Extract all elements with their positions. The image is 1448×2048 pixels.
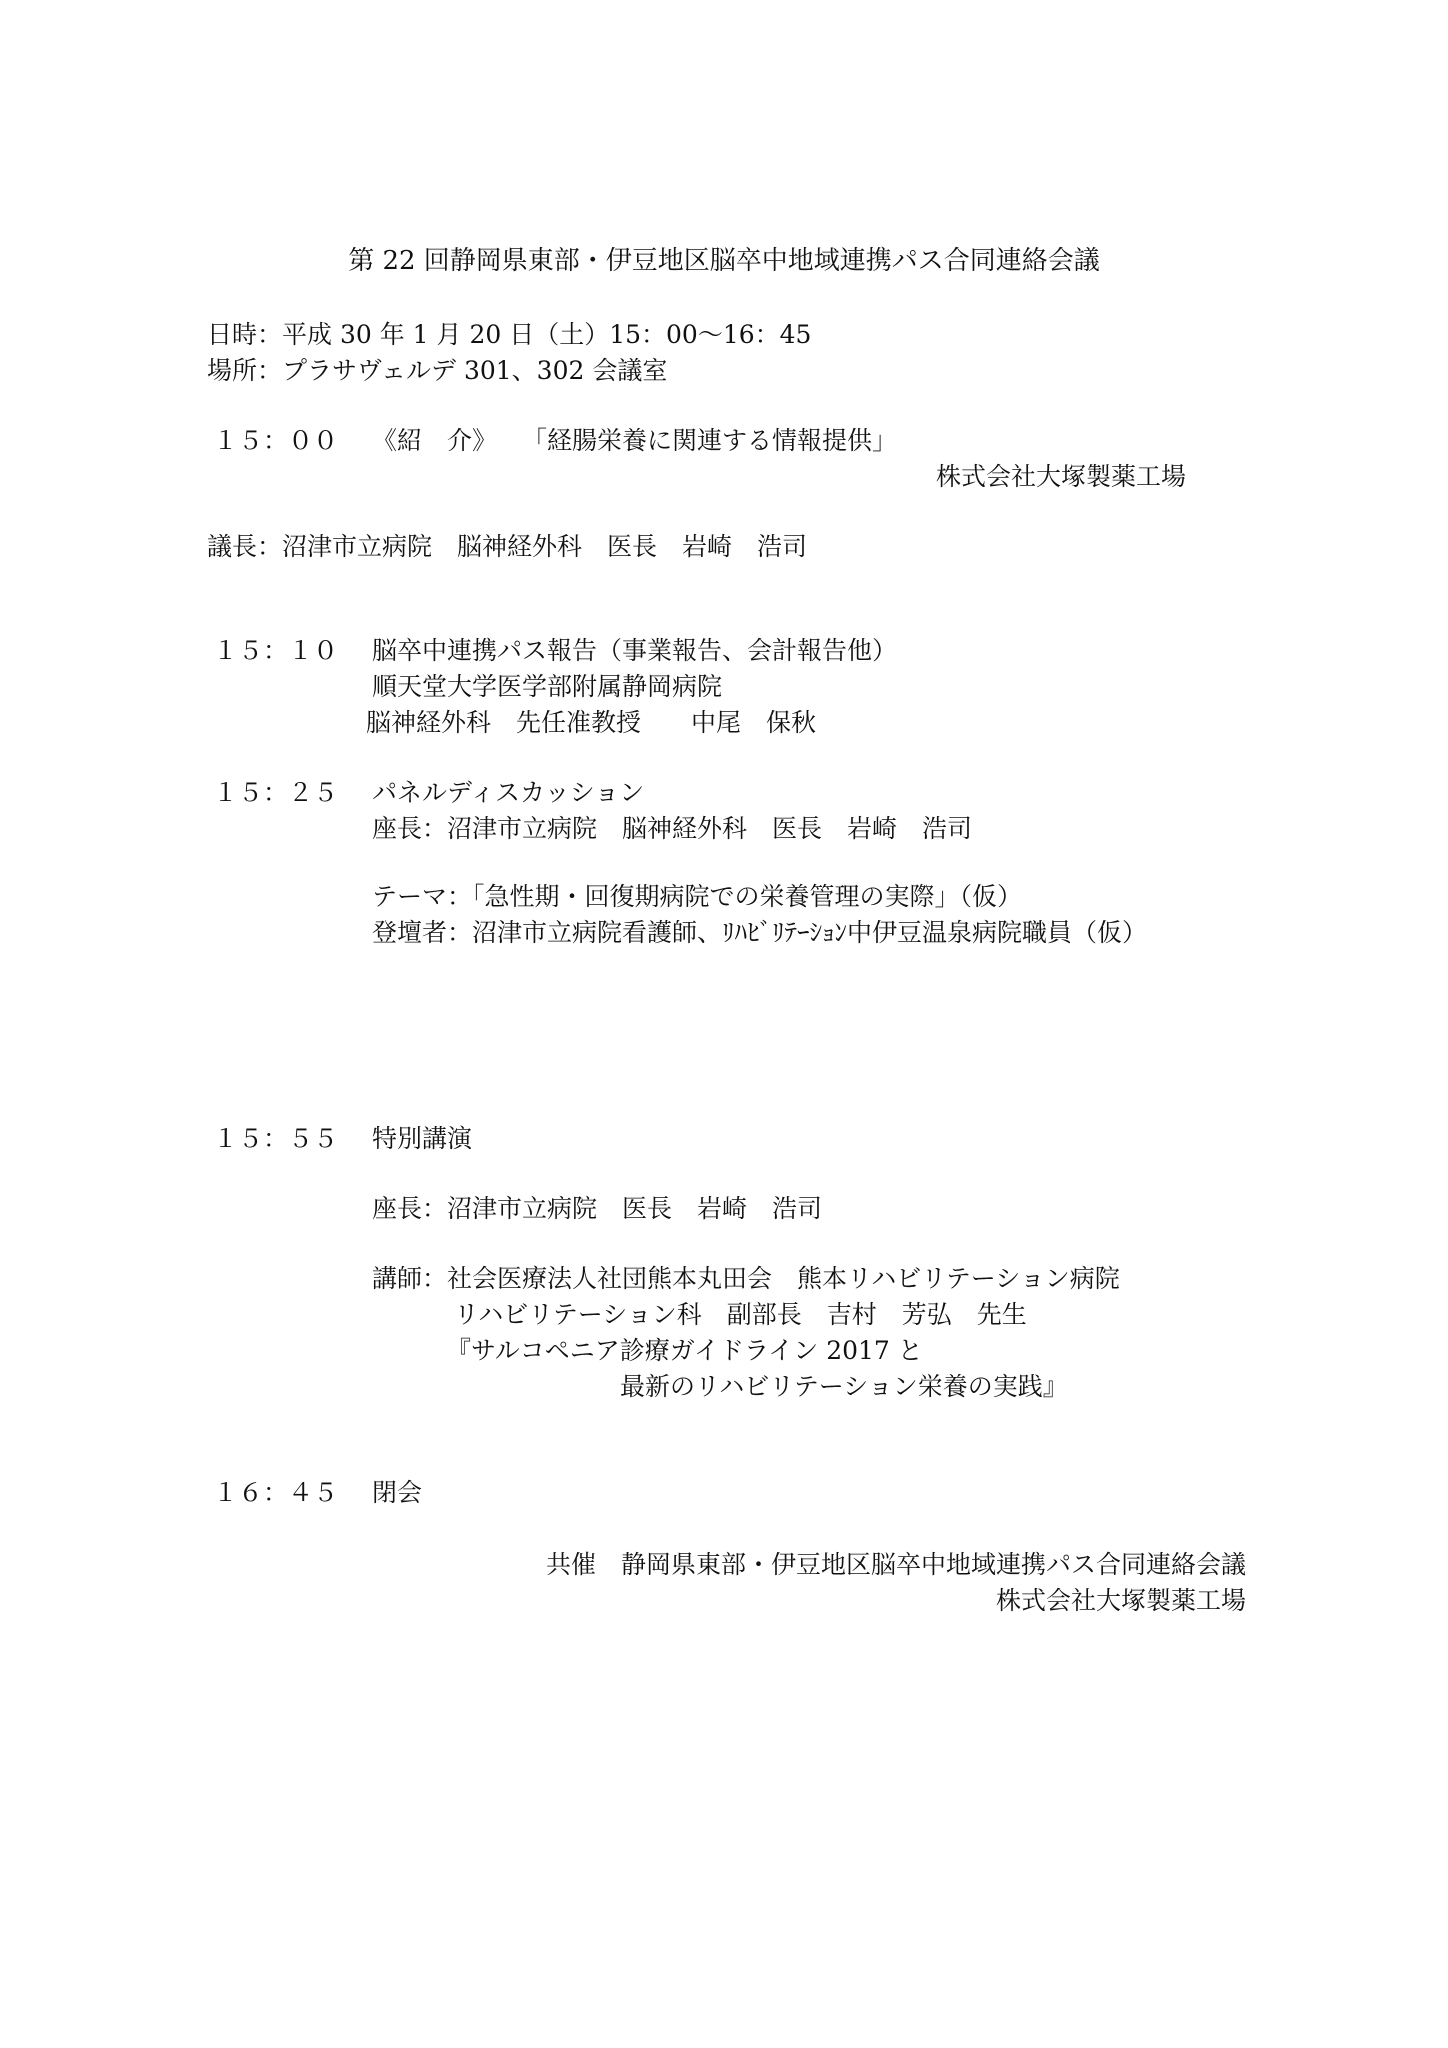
cohost-company: 株式会社大塚製薬工場 bbox=[995, 1586, 1246, 1615]
session-title: パネルディスカッション bbox=[372, 778, 645, 807]
event-venue: 場所：プラサヴェルデ 301、302 会議室 bbox=[207, 356, 668, 385]
session-time: １６：４５ bbox=[213, 1478, 339, 1507]
meeting-chair: 議長：沼津市立病院 脳神経外科 医長 岩崎 浩司 bbox=[207, 532, 808, 561]
session-company: 株式会社大塚製薬工場 bbox=[935, 462, 1186, 491]
lecture-title-continued: 最新のリハビリテーション栄養の実践』 bbox=[620, 1372, 1068, 1401]
session-title: 閉会 bbox=[372, 1478, 423, 1507]
session-lecturer: 講師：社会医療法人社団熊本丸田会 熊本リハビリテーション病院 bbox=[372, 1264, 1120, 1293]
document-title: 第 22 回静岡県東部・伊豆地区脳卒中地域連携パス合同連絡会議 bbox=[348, 246, 1100, 276]
session-topic: 「経腸栄養に関連する情報提供」 bbox=[522, 426, 898, 455]
session-chair: 座長：沼津市立病院 脳神経外科 医長 岩崎 浩司 bbox=[372, 814, 973, 843]
session-title: 脳卒中連携パス報告（事業報告、会計報告他） bbox=[372, 636, 898, 665]
event-datetime: 日時：平成 30 年 1 月 20 日（土）15：00〜16：45 bbox=[207, 320, 812, 349]
session-presenter: 脳神経外科 先任准教授 中尾 保秋 bbox=[366, 708, 817, 737]
session-organization: 順天堂大学医学部附属静岡病院 bbox=[372, 672, 723, 701]
session-panelists: 登壇者：沼津市立病院看護師、ﾘﾊﾋﾞﾘﾃｰｼｮﾝ中伊豆温泉病院職員（仮） bbox=[372, 918, 1148, 947]
session-time: １５：００ bbox=[213, 426, 339, 455]
session-time: １５：５５ bbox=[213, 1124, 339, 1153]
lecture-title: 『サルコペニア診療ガイドライン 2017 と bbox=[446, 1336, 923, 1365]
session-theme: テーマ：「急性期・回復期病院での栄養管理の実際」（仮） bbox=[372, 882, 1023, 911]
cohost-line: 共催 静岡県東部・伊豆地区脳卒中地域連携パス合同連絡会議 bbox=[545, 1550, 1246, 1579]
session-title: 特別講演 bbox=[372, 1124, 473, 1153]
session-time: １５：２５ bbox=[213, 778, 339, 807]
session-time: １５：１０ bbox=[213, 636, 339, 665]
session-label: 《紹 介》 bbox=[372, 426, 498, 455]
session-chair: 座長：沼津市立病院 医長 岩崎 浩司 bbox=[372, 1194, 823, 1223]
session-lecturer-affiliation: リハビリテーション科 副部長 吉村 芳弘 先生 bbox=[454, 1300, 1027, 1329]
